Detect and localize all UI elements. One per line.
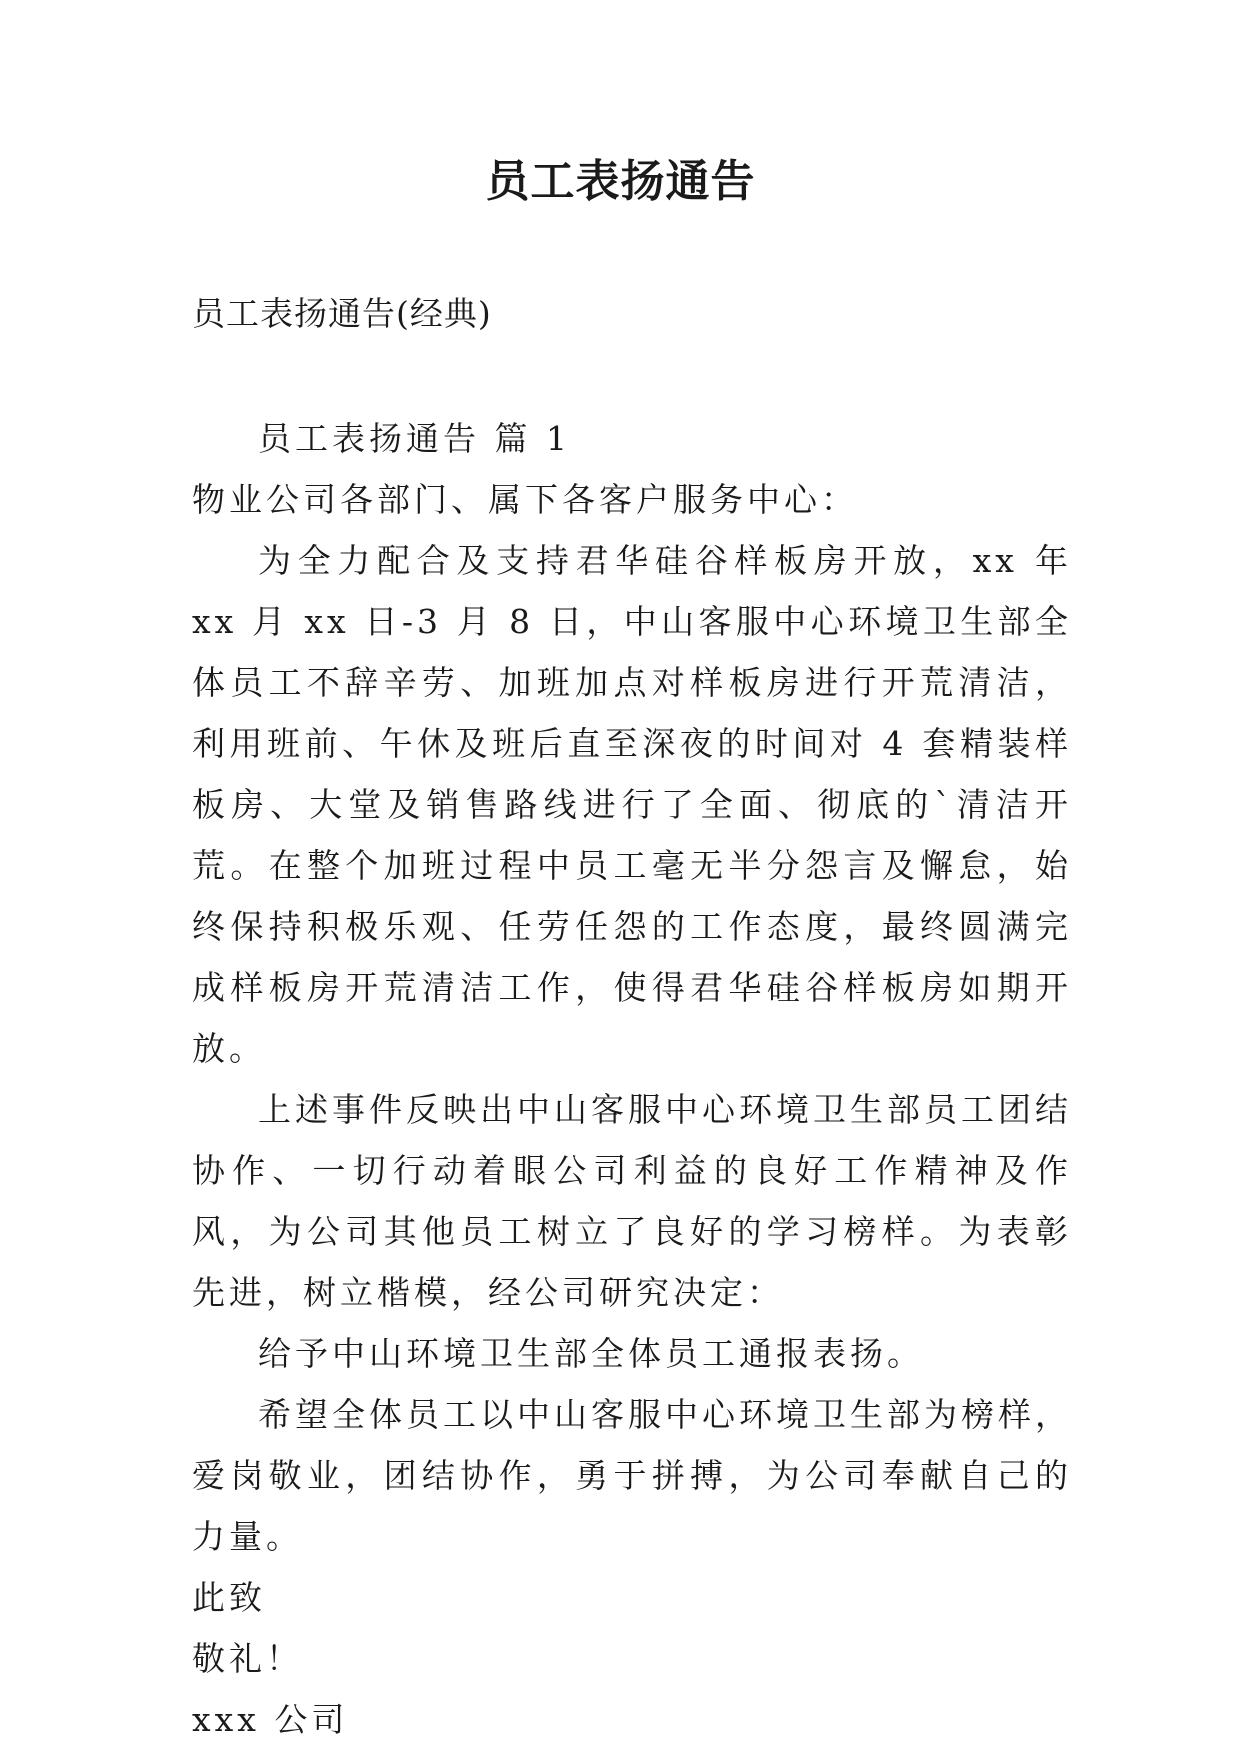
- body-paragraph: 为全力配合及支持君华硅谷样板房开放，xx 年 xx 月 xx 日-3 月 8 日，中山客服中心环境卫生部全体员工不辞辛劳、加班加点对样板房进行开荒清洁，利用班前、午休及班后直至深夜的时间对 4 套精装样板房、大堂及销售路线进行了全面、彻底的`清洁开荒。在整个加班过程中员工毫无半分怨言及懈怠，始终保持积极乐观、任劳任怨的工作态度，最终圆满完成样板房开荒清洁工作，使得君华硅谷样板房如期开放。: [192, 541, 1072, 1068]
- document-subtitle: 员工表扬通告(经典): [192, 294, 492, 333]
- body-paragraph: 希望全体员工以中山客服中心环境卫生部为榜样，爱岗敬业，团结协作，勇于拼搏，为公司奉献自己的力量。: [192, 1395, 1072, 1556]
- closing-line: 此致: [192, 1578, 266, 1617]
- addressee-line: 物业公司各部门、属下各客户服务中心：: [192, 480, 858, 519]
- body-paragraph: 上述事件反映出中山客服中心环境卫生部员工团结协作、一切行动着眼公司利益的良好工作精神及作风，为公司其他员工树立了良好的学习榜样。为表彰先进，树立楷模，经公司研究决定：: [192, 1090, 1072, 1312]
- closing-line: 敬礼！: [192, 1639, 303, 1678]
- signature: xxx 公司: [192, 1700, 349, 1739]
- body-paragraph: 给予中山环境卫生部全体员工通报表扬。: [258, 1334, 924, 1373]
- document-title: 员工表扬通告: [485, 156, 756, 207]
- document-body: [192, 408, 1072, 1750]
- section-heading: 员工表扬通告 篇 1: [258, 419, 571, 458]
